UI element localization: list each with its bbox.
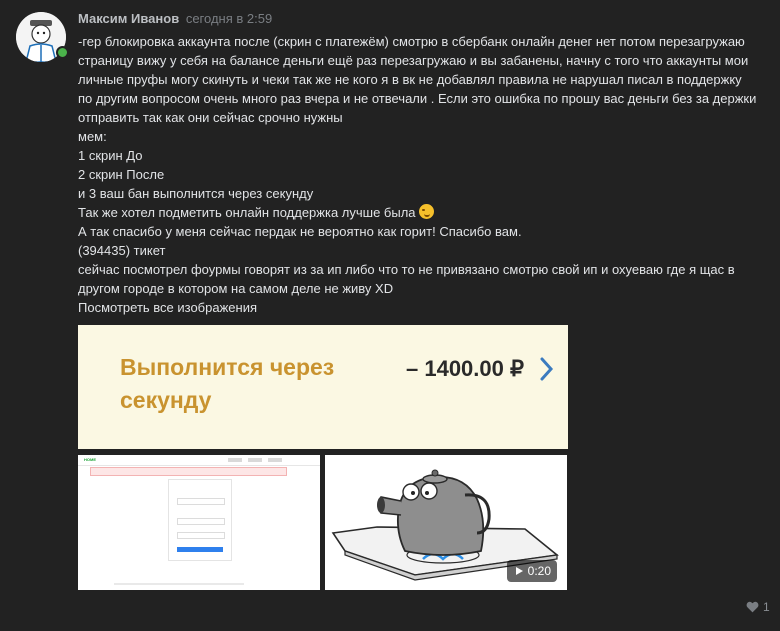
message-line-with-emoji bbox=[78, 203, 774, 222]
screenshot-nav-item bbox=[228, 458, 242, 462]
like-button[interactable] bbox=[746, 600, 770, 614]
message-line: и 3 ваш бан выполнится через секунду bbox=[78, 186, 314, 201]
message-line: другом городе в котором на самом деле не живу XD bbox=[78, 281, 394, 296]
attachment-video[interactable] bbox=[325, 455, 567, 590]
screenshot-field bbox=[177, 518, 225, 525]
screenshot-field bbox=[177, 498, 225, 505]
screenshot-nav-item bbox=[248, 458, 262, 462]
message-line: Так же хотел подметить онлайн поддержка лучше была bbox=[78, 205, 416, 220]
message-line: -гер блокировка аккаунта после (скрин с платежём) смотрю в сбербанк онлайн денег нет потом перезагружаю bbox=[78, 34, 745, 49]
banner-text-line: секунду bbox=[120, 387, 212, 413]
online-indicator bbox=[56, 46, 69, 59]
screenshot-topbar bbox=[78, 455, 320, 466]
show-all-images-link[interactable]: Посмотреть все изображения bbox=[78, 300, 257, 315]
video-duration: 0:20 bbox=[527, 564, 551, 578]
play-icon bbox=[516, 567, 523, 575]
author-name[interactable]: Максим Иванов bbox=[78, 11, 180, 26]
message-line: сейчас посмотрел фоурмы говорят из за ип либо что то не привязано смотрю свой ип и охуеваю где я щас в bbox=[78, 262, 735, 277]
message-line: А так спасибо у меня сейчас пердак не вероятно как горит! Спасибо вам. bbox=[78, 224, 522, 239]
chevron-right-icon bbox=[538, 355, 556, 383]
message-line: по другим вопросом очень много раз вчера и не отвечали . Если это ошибка по прошу вас деньги без за держки bbox=[78, 91, 757, 106]
wink-emoji-icon bbox=[419, 204, 434, 219]
screenshot-alert bbox=[90, 467, 287, 476]
message-line: 1 скрин До bbox=[78, 148, 143, 163]
message-line: личные пруфы могу скинуть и чеки так же не кого я в вк не добавлял правила не нарушал писал в поддержку bbox=[78, 72, 742, 87]
banner-text bbox=[120, 351, 334, 417]
message-line: отправить так как они сейчас срочно нужны bbox=[78, 110, 343, 125]
heart-icon bbox=[746, 601, 759, 613]
message-line: 2 скрин После bbox=[78, 167, 165, 182]
screenshot-button bbox=[177, 547, 223, 552]
screenshot-footer bbox=[114, 583, 244, 585]
screenshot-logo: HOME bbox=[84, 457, 96, 462]
message-line: мем: bbox=[78, 129, 107, 144]
banner-text-line: Выполнится через bbox=[120, 354, 335, 380]
post-header bbox=[78, 11, 272, 26]
attachment-banner-image[interactable] bbox=[78, 325, 568, 449]
screenshot-nav-item bbox=[268, 458, 282, 462]
screenshot-login-card bbox=[168, 479, 232, 561]
message-line: страницу вижу у себя на балансе деньги ещё раз перезагружаю и вы забанены, начну с того что аккаунты мои bbox=[78, 53, 749, 68]
like-count: 1 bbox=[763, 600, 770, 614]
post-time[interactable]: сегодня в 2:59 bbox=[185, 11, 273, 26]
message-line: (394435) тикет bbox=[78, 243, 166, 258]
message-body bbox=[78, 32, 774, 317]
screenshot-field bbox=[177, 532, 225, 539]
banner-amount: – 1400.00 ₽ bbox=[406, 356, 524, 381]
attachment-screenshot-image[interactable] bbox=[78, 455, 320, 590]
video-duration-badge bbox=[507, 560, 557, 582]
